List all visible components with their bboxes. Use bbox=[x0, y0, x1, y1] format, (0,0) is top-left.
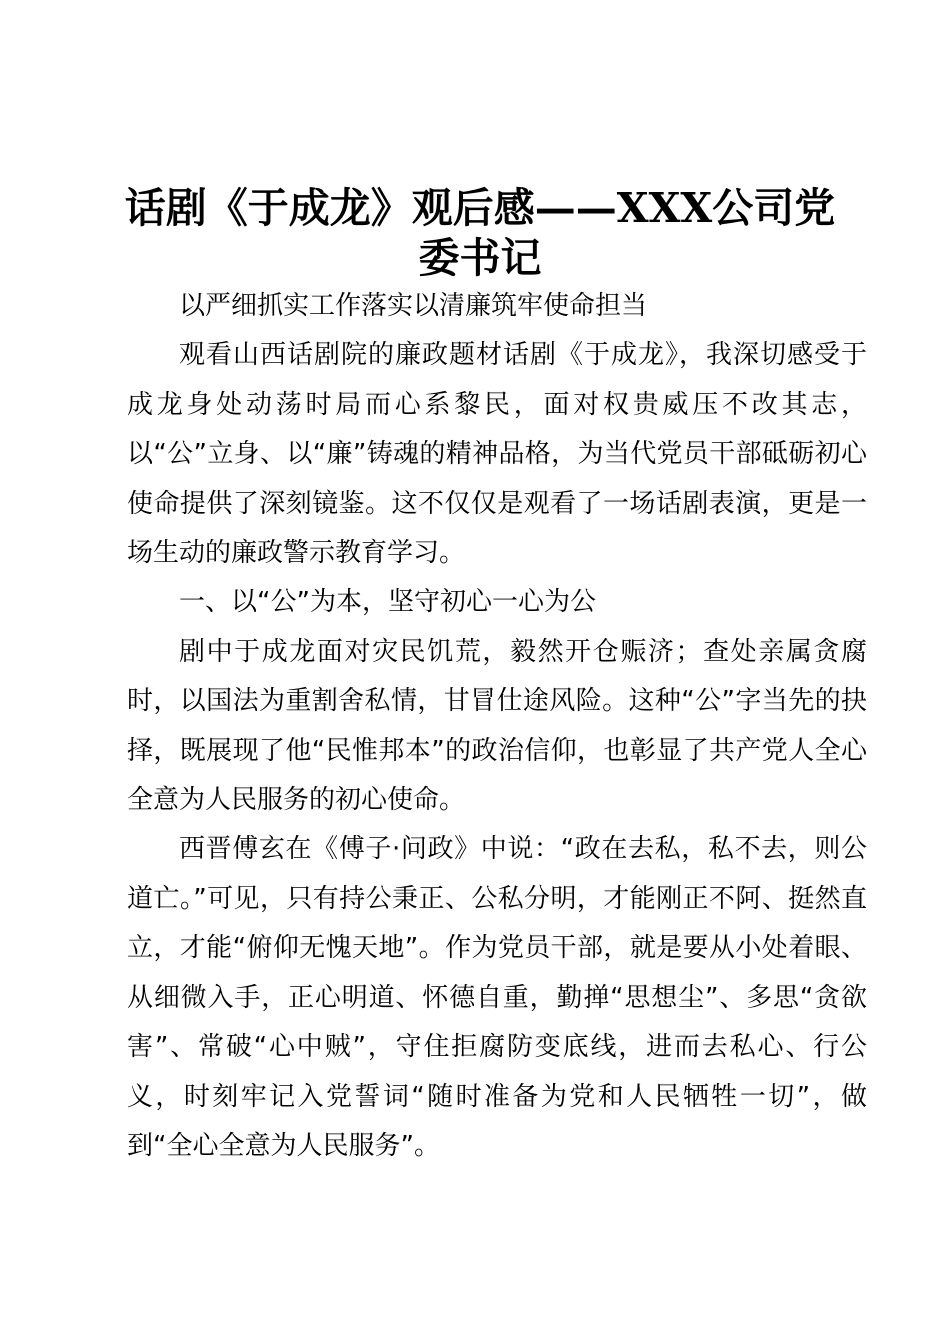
paragraph-section-1-b: 西晋傅玄在《傅子·问政》中说：“政在去私，私不去，则公道亡。”可见，只有持公秉正、公私分明，才能刚正不阿、挺然直立，才能“俯仰无愧天地”。作为党员干部，就是要从小处着眼、从细微入手，正心明道、怀德自重，勤掸“思想尘”、多思“贪欲害”、常破“心中贼”，守住拒腐防变底线，进而去私心、行公义，时刻牢记入党誓词“随时准备为党和人民牺牲一切”，做到“全心全意为人民服务”。 bbox=[127, 834, 867, 1161]
document-body bbox=[127, 282, 867, 1171]
paragraph-section-1-a: 剧中于成龙面对灾民饥荒，毅然开仓赈济；查处亲属贪腐时，以国法为重割舍私情，甘冒仕途风险。这种“公”字当先的抉择，既展现了他“民惟邦本”的政治信仰，也彰显了共产党人全心全意为人民服务的初心使命。 bbox=[127, 636, 867, 816]
document-title-line-2: 委书记 bbox=[418, 234, 542, 282]
document-subtitle: 以严细抓实工作落实以清廉筑牢使命担当 bbox=[179, 291, 648, 321]
paragraph-intro: 观看山西话剧院的廉政题材话剧《于成龙》，我深切感受于成龙身处动荡时局而心系黎民，面对权贵威压不改其志，以“公”立身、以“廉”铸魂的精神品格，为当代党员干部砥砺初心使命提供了深刻镜鉴。这不仅仅是观看了一场话剧表演，更是一场生动的廉政警示教育学习。 bbox=[127, 340, 867, 569]
section-heading-1: 一、以“公”为本，坚守初心一心为公 bbox=[179, 587, 596, 618]
document-title-line-1: 话剧《于成龙》观后感——XXX公司党 bbox=[124, 184, 836, 232]
